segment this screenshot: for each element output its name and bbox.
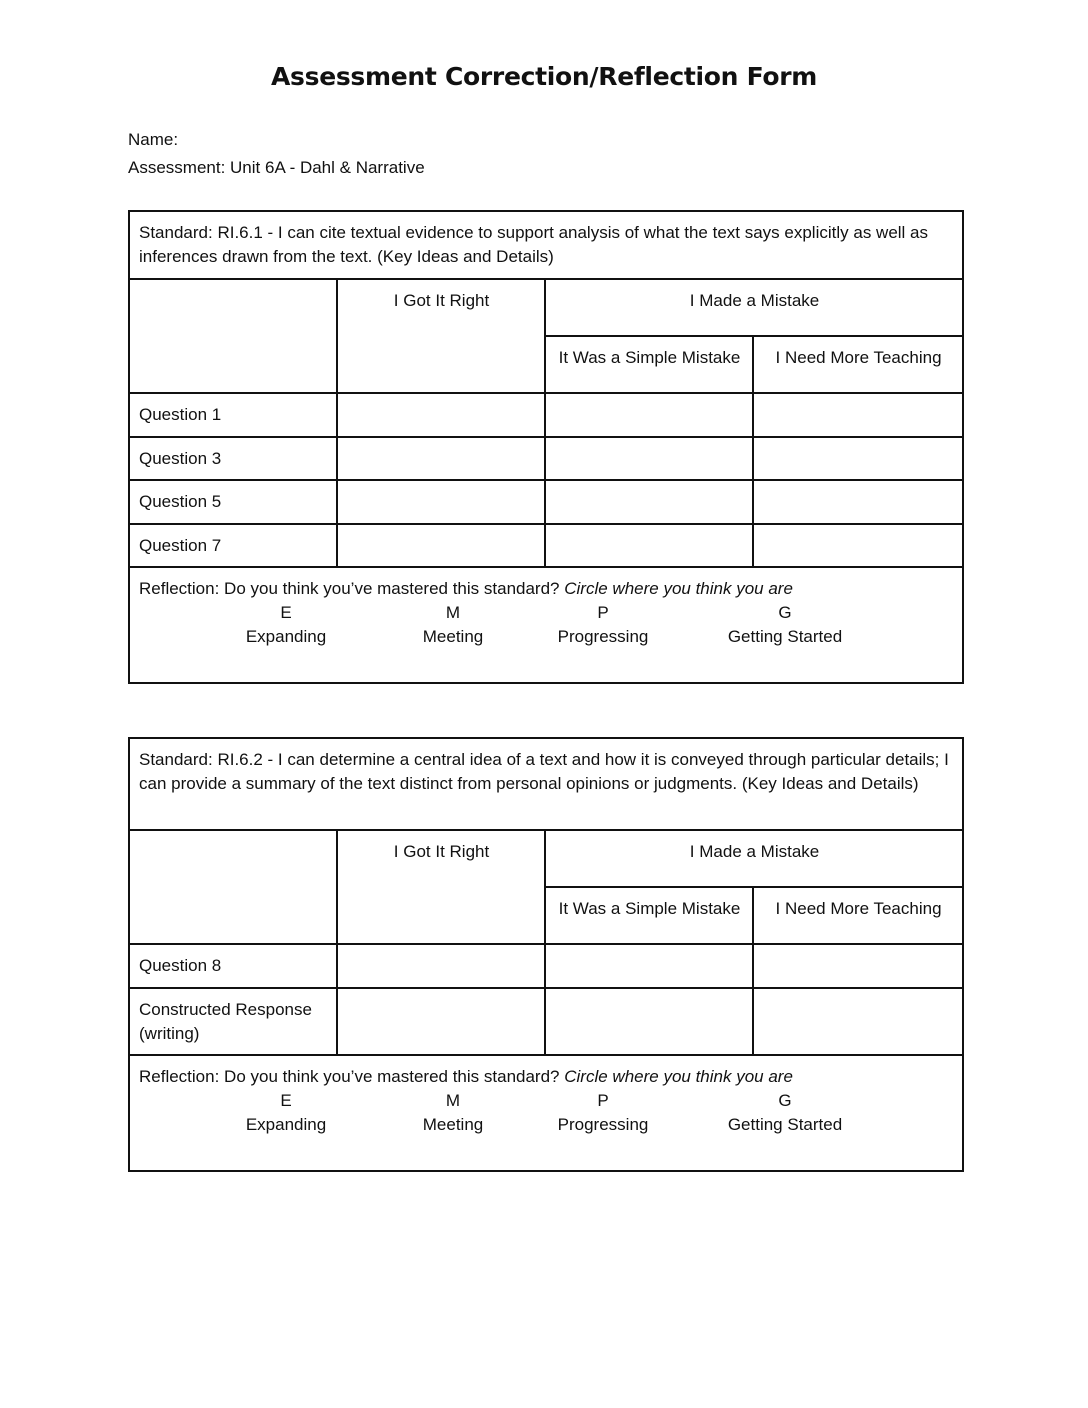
level-letter: G [778,1091,792,1110]
standard-table-1 [128,210,964,684]
question-label: Question 8 [129,944,337,988]
level-label: Getting Started [727,1115,843,1134]
level-label: Progressing [557,627,649,646]
level-label: Expanding [245,1115,327,1134]
header-more-teaching: I Need More Teaching [753,887,963,944]
got-it-right-cell[interactable] [337,524,545,567]
got-it-right-cell[interactable] [337,988,545,1055]
more-teaching-cell[interactable] [753,480,963,524]
level-letter: M [445,603,461,622]
question-label: Question 1 [129,393,337,437]
level-label: Meeting [422,1115,484,1134]
header-got-it-right: I Got It Right [337,279,545,393]
more-teaching-cell[interactable] [753,988,963,1055]
level-getting-started[interactable] [685,1089,885,1137]
level-letter: P [597,603,609,622]
more-teaching-cell[interactable] [753,393,963,437]
mastery-scale [139,601,954,649]
level-progressing[interactable] [503,1089,703,1137]
page-title: Assessment Correction/Reflection Form [270,62,817,91]
reflection-instruction: Circle where you think you are [564,1067,793,1086]
header-got-it-right: I Got It Right [337,830,545,944]
name-label: Name: [128,130,179,149]
simple-mistake-cell[interactable] [545,480,753,524]
standard-description: Standard: RI.6.1 - I can cite textual evidence to support analysis of what the text says explicitly as well as inferences drawn from the text. (Key Ideas and Details) [129,211,963,279]
assessment-line: Assessment: Unit 6A - Dahl & Narrative [128,158,425,177]
level-label: Expanding [245,627,327,646]
level-letter: E [280,603,292,622]
question-label: Constructed Response (writing) [129,988,337,1055]
level-label: Progressing [557,1115,649,1134]
got-it-right-cell[interactable] [337,437,545,480]
more-teaching-cell[interactable] [753,944,963,988]
level-getting-started[interactable] [685,601,885,649]
level-letter: P [597,1091,609,1110]
header-made-mistake: I Made a Mistake [545,279,963,336]
level-letter: M [445,1091,461,1110]
got-it-right-cell[interactable] [337,393,545,437]
level-label: Meeting [422,627,484,646]
simple-mistake-cell[interactable] [545,393,753,437]
got-it-right-cell[interactable] [337,480,545,524]
reflection-prompt: Reflection: Do you think you’ve mastered this standard? Circle where you think you are [139,579,793,598]
standard-table-2 [128,737,964,1172]
more-teaching-cell[interactable] [753,437,963,480]
header-blank-cell [129,830,337,944]
simple-mistake-cell[interactable] [545,988,753,1055]
mastery-scale [139,1089,954,1137]
level-label: Getting Started [727,627,843,646]
standard-description: Standard: RI.6.2 - I can determine a central idea of a text and how it is conveyed through particular details; I can provide a summary of the text distinct from personal opinions or judgments. (Key Ideas and Details) [129,738,963,830]
reflection-prompt: Reflection: Do you think you’ve mastered this standard? Circle where you think you are [139,1067,793,1086]
level-progressing[interactable] [503,601,703,649]
header-blank-cell [129,279,337,393]
question-label: Question 7 [129,524,337,567]
more-teaching-cell[interactable] [753,524,963,567]
reflection-cell [129,1055,963,1171]
reflection-instruction: Circle where you think you are [564,579,793,598]
level-letter: E [280,1091,292,1110]
question-label: Question 5 [129,480,337,524]
simple-mistake-cell[interactable] [545,944,753,988]
level-letter: G [778,603,792,622]
header-simple-mistake: It Was a Simple Mistake [545,887,753,944]
header-more-teaching: I Need More Teaching [753,336,963,393]
header-made-mistake: I Made a Mistake [545,830,963,887]
reflection-cell [129,567,963,683]
got-it-right-cell[interactable] [337,944,545,988]
header-simple-mistake: It Was a Simple Mistake [545,336,753,393]
question-label: Question 3 [129,437,337,480]
simple-mistake-cell[interactable] [545,524,753,567]
simple-mistake-cell[interactable] [545,437,753,480]
